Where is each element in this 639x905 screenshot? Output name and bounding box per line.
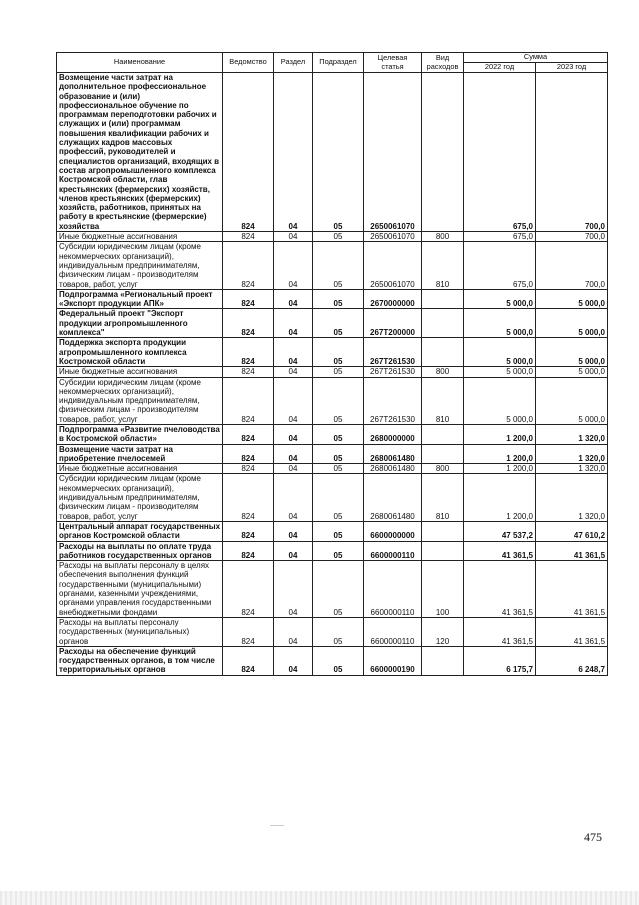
row-section: 04: [274, 289, 313, 309]
row-sum-2022: 41 361,5: [464, 617, 536, 646]
row-name: Подпрограмма «Региональный проект «Экспорт продукции АПК»: [57, 289, 223, 309]
row-section: 04: [274, 232, 313, 242]
row-section: 04: [274, 242, 313, 289]
row-subsection: 05: [313, 377, 364, 424]
row-target: 6600000110: [364, 617, 422, 646]
scan-edge: [0, 891, 639, 905]
row-target: 2650061070: [364, 232, 422, 242]
row-target: 6600000000: [364, 521, 422, 541]
table-body: [57, 73, 608, 676]
table-row: [57, 474, 608, 521]
table-header: [57, 53, 608, 73]
row-subsection: 05: [313, 521, 364, 541]
row-dept: 824: [223, 444, 274, 464]
row-name: Федеральный проект "Экспорт продукции агропромышленного комплекса": [57, 309, 223, 338]
header-sum: Сумма: [464, 53, 608, 63]
row-dept: 824: [223, 377, 274, 424]
row-subsection: 05: [313, 617, 364, 646]
row-name: Субсидии юридическим лицам (кроме некоммерческих организаций), индивидуальным предпринимателям, физическим лицам - производителям товаров, работ, услуг: [57, 474, 223, 521]
row-sum-2022: 5 000,0: [464, 309, 536, 338]
row-target: 6600000110: [364, 541, 422, 561]
row-section: 04: [274, 377, 313, 424]
row-target: 267T261530: [364, 338, 422, 367]
row-kind: [422, 646, 464, 675]
row-kind: [422, 444, 464, 464]
row-name: Расходы на обеспечение функций государственных органов, в том числе территориальных органов: [57, 646, 223, 675]
row-kind: 800: [422, 367, 464, 377]
row-name: Расходы на выплаты по оплате труда работников государственных органов: [57, 541, 223, 561]
row-name: Иные бюджетные ассигнования: [57, 232, 223, 242]
header-section: Раздел: [274, 53, 313, 73]
row-name: Иные бюджетные ассигнования: [57, 367, 223, 377]
row-dept: 824: [223, 289, 274, 309]
header-target: Целевая статья: [364, 53, 422, 73]
row-sum-2023: 41 361,5: [536, 541, 608, 561]
row-section: 04: [274, 646, 313, 675]
row-name: Иные бюджетные ассигнования: [57, 464, 223, 474]
row-section: 04: [274, 444, 313, 464]
row-sum-2023: 700,0: [536, 242, 608, 289]
row-subsection: 05: [313, 289, 364, 309]
row-subsection: 05: [313, 242, 364, 289]
row-kind: [422, 424, 464, 444]
table-row: [57, 338, 608, 367]
row-section: 04: [274, 561, 313, 618]
row-dept: 824: [223, 521, 274, 541]
row-dept: 824: [223, 338, 274, 367]
row-sum-2022: 675,0: [464, 73, 536, 232]
row-subsection: 05: [313, 474, 364, 521]
row-sum-2023: 5 000,0: [536, 309, 608, 338]
header-subsection: Подраздел: [313, 53, 364, 73]
page-number: 475: [584, 830, 602, 844]
row-sum-2022: 5 000,0: [464, 338, 536, 367]
row-sum-2023: 5 000,0: [536, 338, 608, 367]
row-dept: 824: [223, 541, 274, 561]
row-sum-2023: 700,0: [536, 232, 608, 242]
row-sum-2022: 1 200,0: [464, 424, 536, 444]
row-sum-2023: 41 361,5: [536, 561, 608, 618]
row-kind: [422, 309, 464, 338]
header-2023: 2023 год: [536, 63, 608, 73]
row-sum-2022: 5 000,0: [464, 377, 536, 424]
row-sum-2023: 5 000,0: [536, 367, 608, 377]
row-subsection: 05: [313, 561, 364, 618]
row-sum-2023: 6 248,7: [536, 646, 608, 675]
row-sum-2023: 1 320,0: [536, 424, 608, 444]
table-row: [57, 444, 608, 464]
table-row: [57, 541, 608, 561]
row-target: 2650061070: [364, 73, 422, 232]
row-kind: 810: [422, 474, 464, 521]
row-name: Расходы на выплаты персоналу в целях обеспечения выполнения функций государственными (муниципальными) органами, казенными учреждениями, органами управления государственными внебюджетными фондами: [57, 561, 223, 618]
row-dept: 824: [223, 561, 274, 618]
row-sum-2023: 1 320,0: [536, 464, 608, 474]
table-row: [57, 646, 608, 675]
row-target: 2670000000: [364, 289, 422, 309]
header-kind: Вид расходов: [422, 53, 464, 73]
row-kind: [422, 338, 464, 367]
row-sum-2023: 700,0: [536, 73, 608, 232]
row-subsection: 05: [313, 73, 364, 232]
row-sum-2022: 47 537,2: [464, 521, 536, 541]
row-name: Возмещение части затрат на приобретение пчелосемей: [57, 444, 223, 464]
row-section: 04: [274, 338, 313, 367]
row-sum-2023: 41 361,5: [536, 617, 608, 646]
row-subsection: 05: [313, 646, 364, 675]
table-row: [57, 367, 608, 377]
table-row: [57, 377, 608, 424]
table-row: [57, 242, 608, 289]
row-kind: [422, 541, 464, 561]
row-target: 2650061070: [364, 242, 422, 289]
row-subsection: 05: [313, 367, 364, 377]
row-kind: 800: [422, 232, 464, 242]
row-sum-2023: 1 320,0: [536, 444, 608, 464]
row-target: 6600000190: [364, 646, 422, 675]
row-dept: 824: [223, 232, 274, 242]
row-sum-2023: 1 320,0: [536, 474, 608, 521]
row-section: 04: [274, 464, 313, 474]
row-dept: 824: [223, 464, 274, 474]
header-dept: Ведомство: [223, 53, 274, 73]
row-target: 2680061480: [364, 474, 422, 521]
row-subsection: 05: [313, 444, 364, 464]
row-sum-2023: 5 000,0: [536, 377, 608, 424]
row-target: 2680061480: [364, 464, 422, 474]
table-row: [57, 289, 608, 309]
row-kind: [422, 289, 464, 309]
row-kind: 810: [422, 377, 464, 424]
scan-mark: [270, 825, 284, 826]
row-kind: 810: [422, 242, 464, 289]
row-sum-2022: 6 175,7: [464, 646, 536, 675]
row-kind: 120: [422, 617, 464, 646]
table-row: [57, 617, 608, 646]
row-name: Подпрограмма «Развитие пчеловодства в Костромской области»: [57, 424, 223, 444]
header-2022: 2022 год: [464, 63, 536, 73]
row-kind: [422, 73, 464, 232]
row-dept: 824: [223, 424, 274, 444]
table-row: [57, 73, 608, 232]
header-name: Наименование: [57, 53, 223, 73]
row-kind: 800: [422, 464, 464, 474]
table-row: [57, 561, 608, 618]
row-section: 04: [274, 474, 313, 521]
row-dept: 824: [223, 474, 274, 521]
row-subsection: 05: [313, 464, 364, 474]
row-dept: 824: [223, 617, 274, 646]
row-target: 267T200000: [364, 309, 422, 338]
row-section: 04: [274, 73, 313, 232]
row-section: 04: [274, 617, 313, 646]
row-name: Субсидии юридическим лицам (кроме некоммерческих организаций), индивидуальным предпринимателям, физическим лицам - производителям товаров, работ, услуг: [57, 377, 223, 424]
row-section: 04: [274, 424, 313, 444]
row-sum-2022: 5 000,0: [464, 289, 536, 309]
row-section: 04: [274, 367, 313, 377]
row-dept: 824: [223, 646, 274, 675]
row-name: Субсидии юридическим лицам (кроме некоммерческих организаций), индивидуальным предпринимателям, физическим лицам - производителям товаров, работ, услуг: [57, 242, 223, 289]
row-sum-2022: 1 200,0: [464, 464, 536, 474]
row-target: 6600000110: [364, 561, 422, 618]
row-sum-2022: 41 361,5: [464, 561, 536, 618]
row-sum-2022: 675,0: [464, 242, 536, 289]
row-sum-2022: 5 000,0: [464, 367, 536, 377]
row-subsection: 05: [313, 309, 364, 338]
row-name: Расходы на выплаты персоналу государственных (муниципальных) органов: [57, 617, 223, 646]
row-sum-2023: 47 610,2: [536, 521, 608, 541]
row-sum-2022: 41 361,5: [464, 541, 536, 561]
row-dept: 824: [223, 242, 274, 289]
row-target: 267T261530: [364, 367, 422, 377]
row-kind: 100: [422, 561, 464, 618]
row-section: 04: [274, 541, 313, 561]
row-dept: 824: [223, 73, 274, 232]
table-row: [57, 521, 608, 541]
row-target: 267T261530: [364, 377, 422, 424]
row-sum-2023: 5 000,0: [536, 289, 608, 309]
row-target: 2680061480: [364, 444, 422, 464]
table-row: [57, 232, 608, 242]
row-name: Центральный аппарат государственных органов Костромской области: [57, 521, 223, 541]
row-name: Возмещение части затрат на дополнительное профессиональное образование и (или) профессиональное обучение по программам переподготовки рабочих и служащих и (или) программам повышения квалификации рабочих и служащих кадров массовых профессий, руководителей и специалистов организаций, входящих в состав агропромышленного комплекса Костромской области, глав крестьянских (фермерских) хозяйств, членов крестьянских (фермерских) хозяйств, работников, принятых на работу в крестьянские (фермерские) хозяйства: [57, 73, 223, 232]
row-sum-2022: 1 200,0: [464, 474, 536, 521]
row-dept: 824: [223, 309, 274, 338]
row-subsection: 05: [313, 541, 364, 561]
row-section: 04: [274, 521, 313, 541]
row-kind: [422, 521, 464, 541]
row-dept: 824: [223, 367, 274, 377]
row-subsection: 05: [313, 424, 364, 444]
row-sum-2022: 1 200,0: [464, 444, 536, 464]
row-name: Поддержка экспорта продукции агропромышленного комплекса Костромской области: [57, 338, 223, 367]
row-section: 04: [274, 309, 313, 338]
row-target: 2680000000: [364, 424, 422, 444]
table-row: [57, 424, 608, 444]
table-row: [57, 464, 608, 474]
row-sum-2022: 675,0: [464, 232, 536, 242]
budget-table: [56, 52, 608, 676]
row-subsection: 05: [313, 232, 364, 242]
row-subsection: 05: [313, 338, 364, 367]
table-row: [57, 309, 608, 338]
